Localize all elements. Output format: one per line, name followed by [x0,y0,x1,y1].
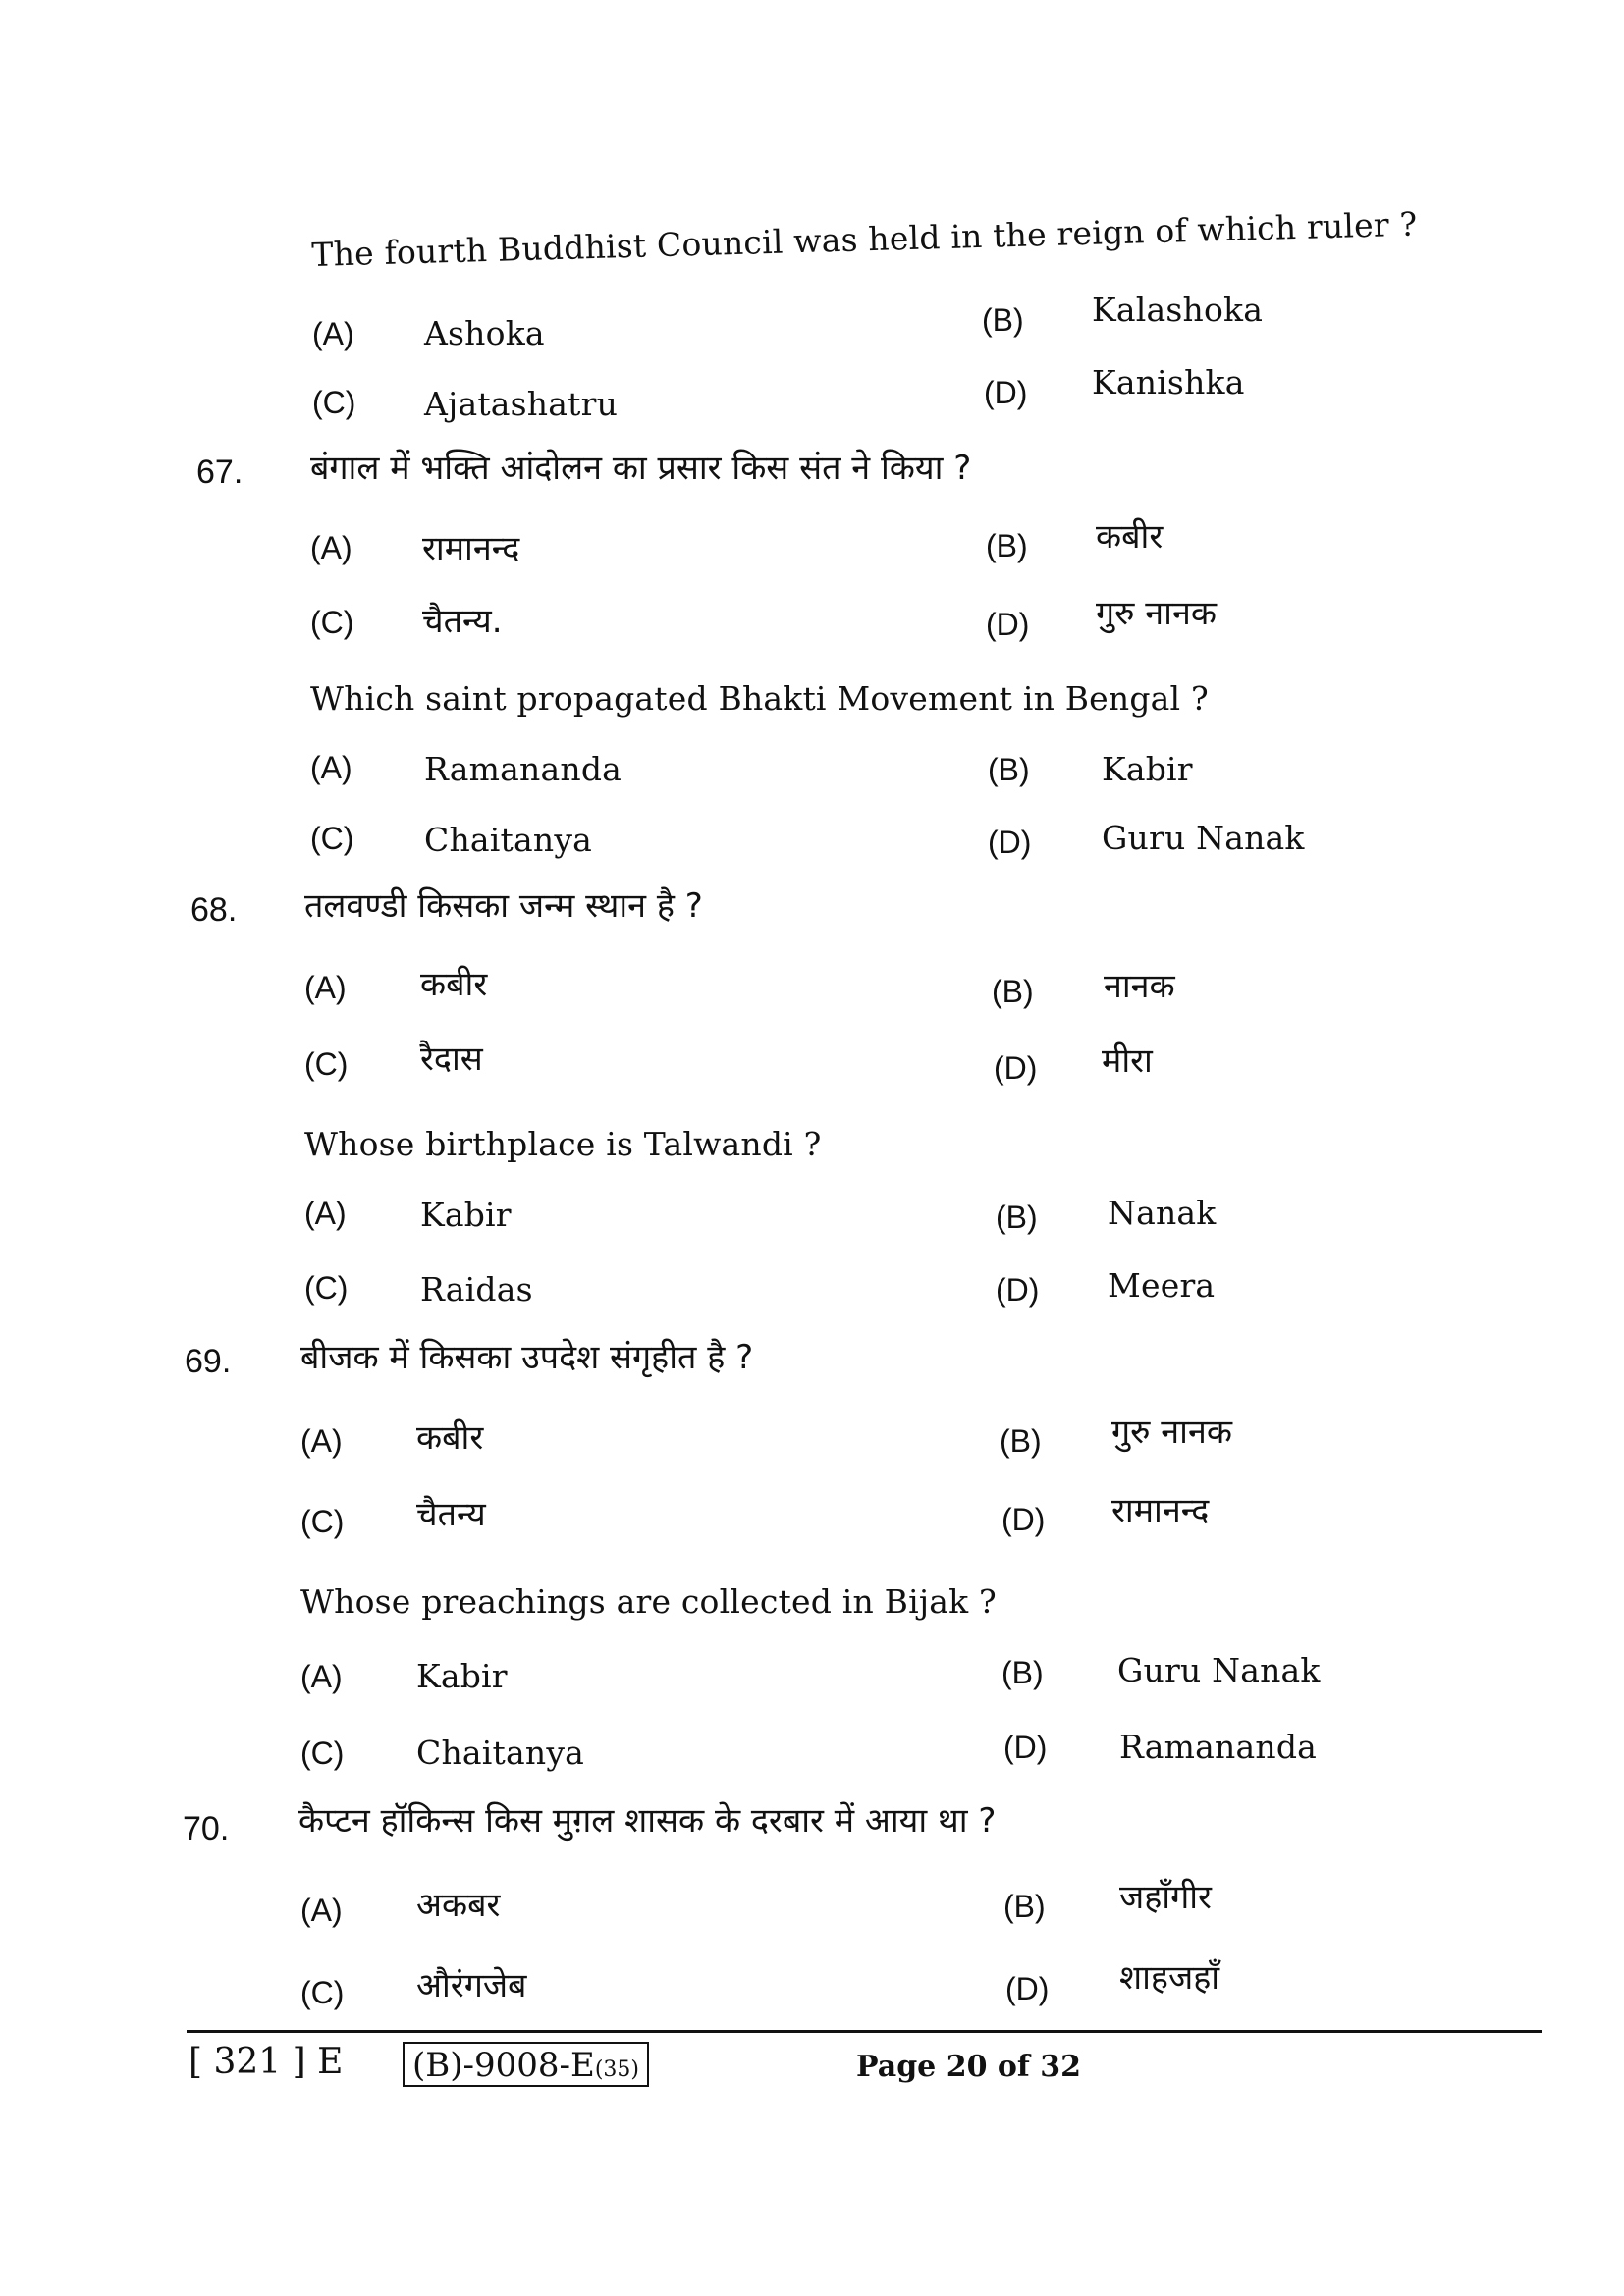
q70-hi-option-b-value: जहाँगीर [1119,1878,1212,1917]
q67-hi-option-d-value: गुरु नानक [1096,594,1217,633]
q67-hi-option-a-label: (A) [310,530,352,565]
q68-hi-option-c-value: रैदास [420,1040,483,1079]
q67-hi-option-a-value: रामानन्द [422,529,520,568]
q67-en-option-b-value: Kabir [1102,750,1193,788]
q67-english-text: Which saint propagated Bhakti Movement in Bengal ? [310,679,1209,718]
q68-hi-option-a-label: (A) [304,970,347,1005]
q68-en-option-b-value: Nanak [1108,1194,1217,1232]
q67-en-option-d-value: Guru Nanak [1102,819,1305,857]
q70-hi-option-b-label: (B) [1003,1889,1046,1924]
q68-hi-option-d-value: मीरा [1102,1041,1153,1081]
q67-en-option-c-value: Chaitanya [424,821,593,859]
q68-en-option-c-value: Raidas [420,1270,533,1308]
q67-en-option-a-value: Ramananda [424,750,623,788]
q69-en-option-c-label: (C) [300,1735,345,1771]
q69-en-option-d-value: Ramananda [1119,1728,1318,1766]
q69-number: 69. [185,1343,232,1380]
q68-en-option-a-value: Kabir [420,1196,512,1234]
q69-hi-option-d-label: (D) [1001,1502,1046,1537]
q67-hi-option-c-value: चैतन्य. [422,602,503,641]
booklet-suffix: (35) [594,2057,640,2082]
q69-hi-option-b-label: (B) [1000,1423,1042,1459]
q68-hi-option-b-label: (B) [992,974,1034,1009]
q69-hi-option-a-value: कबीर [416,1418,484,1458]
q69-en-option-d-label: (D) [1003,1730,1048,1765]
q69-en-option-c-value: Chaitanya [416,1734,585,1772]
q66-option-c-label: (C) [312,385,356,420]
footer-divider [187,2030,1542,2033]
q70-hi-option-a-value: अकबर [416,1886,501,1925]
q69-hi-option-c-label: (C) [300,1504,345,1539]
q69-en-option-b-value: Guru Nanak [1117,1651,1321,1689]
q69-hi-option-d-value: रामानन्द [1111,1491,1210,1530]
q67-hindi-text: बंगाल में भक्ति आंदोलन का प्रसार किस संत ने किया ? [310,449,972,488]
q69-en-option-a-label: (A) [300,1659,343,1694]
q70-number: 70. [183,1810,230,1847]
booklet-code-box [403,2042,649,2087]
q68-english-text: Whose birthplace is Talwandi ? [304,1125,822,1163]
q69-hindi-text: बीजक में किसका उपदेश संगृहीत है ? [300,1338,754,1377]
q69-hi-option-c-value: चैतन्य [416,1495,486,1534]
q67-en-option-b-label: (B) [988,752,1030,787]
q68-hi-option-a-value: कबीर [420,965,488,1004]
q66-option-c-value: Ajatashatru [424,385,619,423]
q66-option-b-label: (B) [982,302,1024,338]
q70-hindi-text: कैप्टन हॉकिन्स किस मुग़ल शासक के दरबार में आया था ? [298,1801,997,1841]
q66-english-text: The fourth Buddhist Council was held in the reign of which ruler ? [310,204,1418,274]
q70-hi-option-c-value: औरंगजेब [416,1966,527,2005]
q67-en-option-c-label: (C) [310,821,354,856]
q67-hi-option-b-label: (B) [986,528,1028,563]
q66-option-a-label: (A) [312,316,354,351]
q69-hi-option-b-value: गुरु नानक [1111,1413,1232,1452]
q66-option-a-value: Ashoka [424,314,545,352]
q68-number: 68. [190,891,238,929]
q68-en-option-b-label: (B) [996,1200,1038,1235]
q69-en-option-b-label: (B) [1001,1655,1044,1690]
q70-hi-option-c-label: (C) [300,1975,345,2010]
q68-hindi-text: तलवण्डी किसका जन्म स्थान है ? [304,886,703,926]
q67-number: 67. [196,454,244,491]
q67-hi-option-d-label: (D) [986,607,1030,642]
q66-option-d-label: (D) [984,375,1028,410]
q68-hi-option-d-label: (D) [994,1050,1038,1086]
q68-en-option-a-label: (A) [304,1196,347,1231]
q66-option-d-value: Kanishka [1092,363,1245,401]
q68-en-option-d-value: Meera [1108,1266,1216,1305]
q70-hi-option-d-value: शाहजहाँ [1119,1958,1220,1998]
page-number: Page 20 of 32 [856,2050,1081,2084]
q68-hi-option-c-label: (C) [304,1046,349,1082]
q70-hi-option-a-label: (A) [300,1893,343,1928]
q67-hi-option-b-value: कबीर [1096,517,1164,557]
booklet-code: (B)-9008-E [412,2046,595,2085]
q69-english-text: Whose preachings are collected in Bijak ? [300,1582,997,1621]
q68-en-option-c-label: (C) [304,1270,349,1306]
paper-code: [ 321 ] E [189,2042,344,2082]
q67-hi-option-c-label: (C) [310,605,354,640]
q68-hi-option-b-value: नानक [1104,967,1175,1006]
q68-en-option-d-label: (D) [996,1272,1040,1308]
q69-en-option-a-value: Kabir [416,1657,508,1695]
q67-en-option-d-label: (D) [988,825,1032,860]
q67-en-option-a-label: (A) [310,750,352,785]
q66-option-b-value: Kalashoka [1092,291,1264,329]
q69-hi-option-a-label: (A) [300,1423,343,1459]
q70-hi-option-d-label: (D) [1005,1971,1050,2006]
